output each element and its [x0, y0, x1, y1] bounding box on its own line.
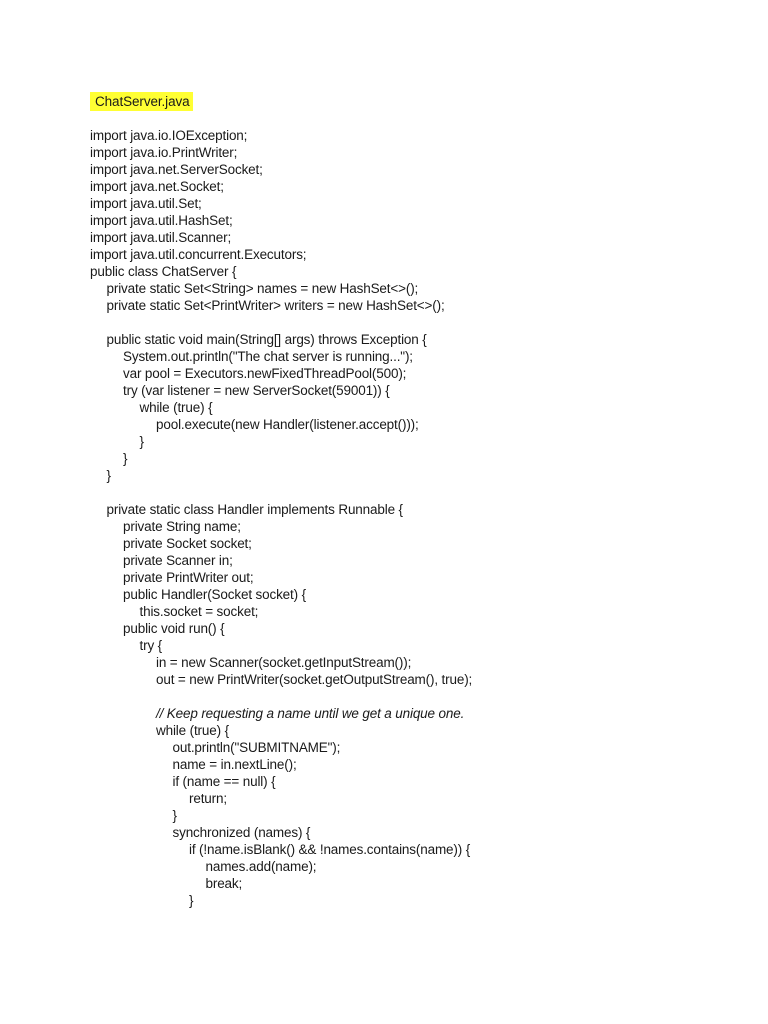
code-line: }	[172, 808, 177, 823]
code-line: try {	[139, 638, 163, 653]
code-line: public class ChatServer {	[90, 264, 237, 279]
code-line: import java.util.Set;	[90, 196, 202, 211]
code-comment-line: // Keep requesting a name until we get a unique one.	[156, 706, 465, 721]
code-line: pool.execute(new Handler(listener.accept()));	[156, 417, 419, 432]
code-line: private static Set<PrintWriter> writers = new HashSet<>();	[106, 298, 445, 313]
code-line: while (true) {	[156, 723, 229, 738]
code-line: import java.io.PrintWriter;	[90, 145, 238, 160]
code-line: private PrintWriter out;	[123, 570, 254, 585]
code-line: var pool = Executors.newFixedThreadPool(500);	[123, 366, 407, 381]
code-line: import java.io.IOException;	[90, 128, 248, 143]
code-line: break;	[205, 876, 243, 891]
code-line: }	[106, 468, 111, 483]
code-line: public static void main(String[] args) throws Exception {	[106, 332, 427, 347]
code-line: names.add(name);	[205, 859, 317, 874]
code-line: private static Set<String> names = new HashSet<>();	[106, 281, 419, 296]
code-line: synchronized (names) {	[172, 825, 311, 840]
code-line: }	[189, 893, 194, 908]
code-line: import java.util.concurrent.Executors;	[90, 247, 307, 262]
code-line	[90, 314, 750, 331]
code-line: return;	[189, 791, 227, 806]
code-line	[90, 484, 750, 501]
code-line: import java.net.ServerSocket;	[90, 162, 263, 177]
code-block	[90, 127, 750, 909]
code-line: }	[139, 434, 144, 449]
code-line: out.println("SUBMITNAME");	[172, 740, 341, 755]
code-line: this.socket = socket;	[139, 604, 259, 619]
code-line: if (name == null) {	[172, 774, 276, 789]
code-line: while (true) {	[139, 400, 213, 415]
code-line: }	[123, 451, 128, 466]
code-line: import java.net.Socket;	[90, 179, 224, 194]
file-title: ChatServer.java	[90, 92, 193, 111]
code-line: try (var listener = new ServerSocket(59001)) {	[123, 383, 390, 398]
code-line: in = new Scanner(socket.getInputStream());	[156, 655, 412, 670]
code-line: private String name;	[123, 519, 241, 534]
code-line: System.out.println("The chat server is running...");	[123, 349, 413, 364]
code-line: out = new PrintWriter(socket.getOutputStream(), true);	[156, 672, 473, 687]
code-line: private Scanner in;	[123, 553, 233, 568]
code-line: if (!name.isBlank() && !names.contains(name)) {	[189, 842, 471, 857]
code-line: public Handler(Socket socket) {	[123, 587, 306, 602]
code-line: name = in.nextLine();	[172, 757, 297, 772]
file-title-container	[90, 92, 193, 111]
code-line	[90, 688, 750, 705]
code-line: private static class Handler implements Runnable {	[106, 502, 403, 517]
code-line: import java.util.Scanner;	[90, 230, 232, 245]
code-line: public void run() {	[123, 621, 225, 636]
code-line: private Socket socket;	[123, 536, 252, 551]
code-line: import java.util.HashSet;	[90, 213, 233, 228]
